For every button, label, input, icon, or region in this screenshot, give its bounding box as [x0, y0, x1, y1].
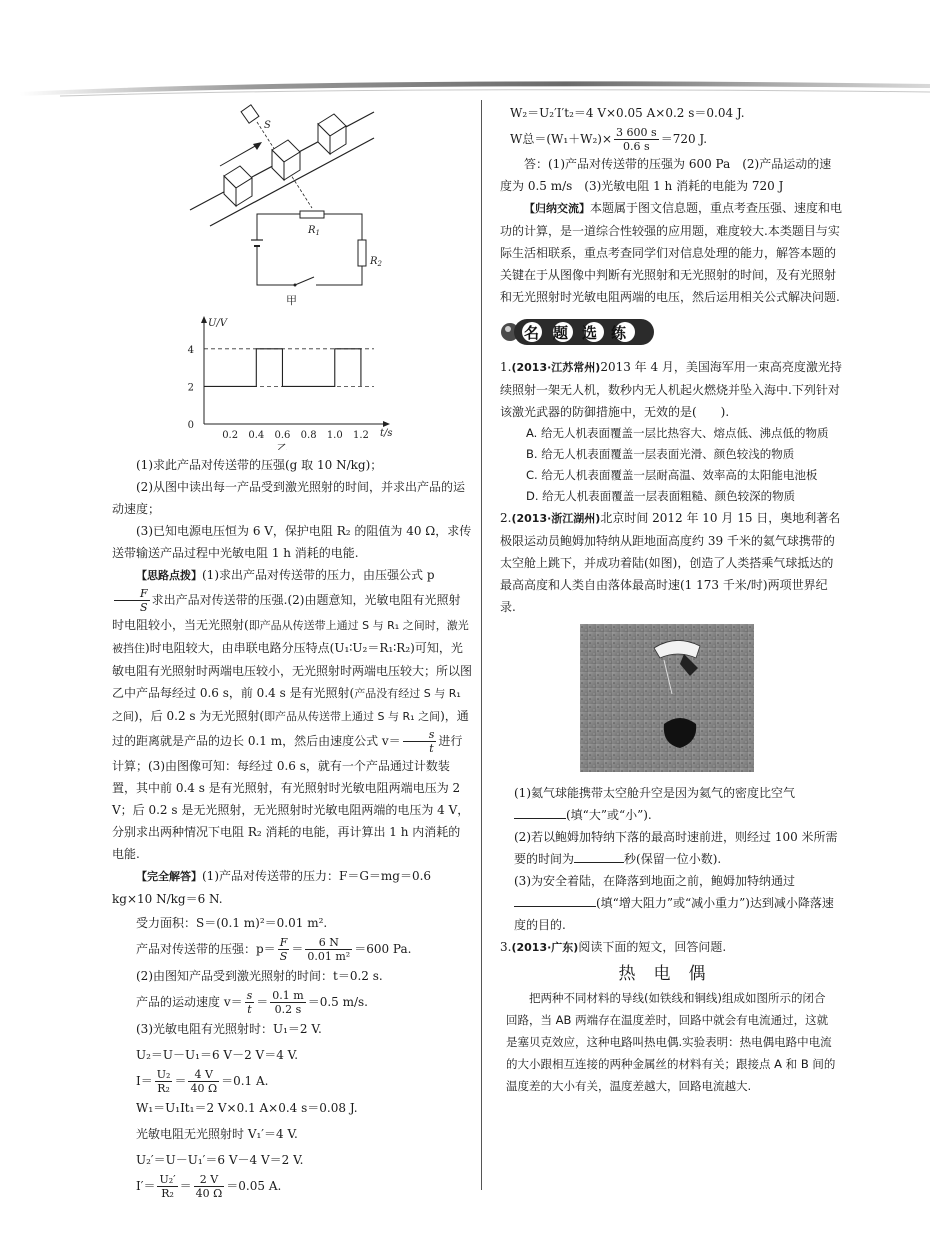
answer-blank[interactable]	[514, 906, 596, 907]
answer-line: I′＝ $\frac{\text{U₂′}}{\text{R₂}}$ ＝ $\frac{2 V}{40 \Omega}$ ＝0.05 A.	[136, 1173, 282, 1200]
answer-line: U₂′＝U－U₁′＝6 V－4 V＝2 V.	[136, 1153, 304, 1167]
left-column	[112, 100, 472, 1200]
answer-line: W₂＝U₂′I′t₂＝4 V×0.05 A×0.2 s＝0.04 J.	[510, 106, 745, 120]
product-cube	[224, 166, 252, 206]
question-1: (1)求此产品对传送带的压强(g 取 10 N/kg)；	[136, 458, 383, 472]
answer-line: W₁＝U₁It₁＝2 V×0.1 A×0.4 s＝0.08 J.	[136, 1101, 358, 1115]
y-tick-label: 4	[187, 344, 194, 356]
question-2: (2)从图中读出每一产品受到激光照射的时间，并求出产品的运动速度；	[112, 480, 466, 516]
x-tick-label: 1.2	[352, 430, 369, 441]
caption-jia: 甲	[286, 294, 297, 307]
answer-line: 受力面积：S＝(0.1 m)²＝0.01 m².	[136, 916, 328, 930]
header-swoosh	[0, 0, 950, 110]
laser-source-s	[241, 105, 259, 123]
answer-line: 产品对传送带的压强：p＝ $\frac{F}{S}$ ＝ $\frac{6 N}{\text{0.01 m²}}$ ＝600 Pa.	[136, 936, 412, 963]
x-tick-label: 0.2	[222, 430, 239, 441]
voltage-time-chart	[112, 312, 472, 450]
caption-yi: 乙	[276, 442, 288, 450]
question-2-part-2: (2)若以鲍姆加特纳下落的最高时速前进，则经过 100 米所需要的时间为 秒(保留一位小数).	[514, 830, 838, 866]
x-tick-label: 0.4	[248, 430, 265, 441]
product-cube	[272, 140, 300, 180]
question-2-part-1: (1)氦气球能携带太空舱升空是因为氦气的密度比空气 (填“大”或“小”).	[514, 786, 796, 822]
answer-line: U₂＝U－U₁＝6 V－2 V＝4 V.	[136, 1048, 299, 1062]
x-tick-label: 0.8	[300, 430, 317, 441]
label-s: S	[264, 120, 271, 131]
resistor-r2	[358, 240, 366, 266]
option-b: B. 给无人机表面覆盖一层表面光滑、颜色较浅的物质	[526, 447, 795, 461]
section-header	[500, 314, 842, 350]
answer-blank[interactable]	[514, 818, 566, 819]
y-tick-label: 0	[187, 420, 194, 431]
column-divider	[481, 100, 482, 1190]
x-tick-label: 0.6	[274, 430, 291, 441]
figure-conveyor-circuit	[112, 100, 472, 308]
summary-paragraph: 【归纳交流】本题属于图文信息题，重点考查压强、速度和电功的计算，是一道综合性较强的应用题，难度较大.本类题目与实际生活相联系，重点考查同学们对信息处理的能力，解答本题的关键在于从图像中判断有光照射和无光照射的时间，及有光照射和无光照射时光敏电阻两端的电压，然后运用相关公式解决问题.	[500, 201, 843, 304]
final-answer: 答：(1)产品对传送带的压强为 600 Pa (2)产品运动的速度为 0.5 m/s (3)光敏电阻 1 h 消耗的电能为 720 J	[500, 157, 832, 193]
switch	[295, 277, 314, 285]
mc-question-1: 1.(2013·江苏常州)2013 年 4 月，美国海军用一束高亮度激光持续照射一架无人机，数秒内无人机起火燃烧并坠入海中.下列针对该激光武器的防御措施中，无效的是( ).	[500, 360, 842, 419]
option-c: C. 给无人机表面覆盖一层耐高温、效率高的太阳能电池板	[526, 468, 818, 482]
answer-blank[interactable]	[574, 862, 624, 863]
question-2-stem: 2.(2013·浙江湖州)北京时间 2012 年 10 月 15 日，奥地利著名极限运动员鲍姆加特纳从距地面高度约 39 千米的氦气球携带的太空舱上跳下，并成功着陆(如图)，创造了人类搭乘气球抵达的最高高度和人类自由落体最高时速(1 173 千米/时)两项世界纪录.	[500, 511, 841, 614]
svg-text:R1: $R_1$	[308, 225, 320, 237]
option-d: D. 给无人机表面覆盖一层表面粗糙、颜色较深的物质	[526, 489, 796, 503]
svg-text:R2: $R_2$	[370, 256, 382, 268]
product-cube	[318, 114, 346, 154]
hint-paragraph: 【思路点拨】(1)求出产品对传送带的压力，由压强公式 p $\frac{F}{S}$ 求出产品对传送带的压强.(2)由题意知，光敏电阻有光照射时电阻较小，当无光照射(即产品从传送带上通过 S 与 R₁ 之间时，激光被挡住)时电阻较大，由串联电路分压特点(U₁∶U₂＝R₁∶R₂)可知，光敏电阻有光照射时两端电压较小，无光照射时两端电压较大；所以图乙中产品每经过 0.6 s，前 0.4 s 是有光照射(产品没有经过 S 与 R₁ 之间)，后 0.2 s 为无光照射(即产品从传送带上通过 S 与 R₁ 之间)，通过的距离就是产品的边长 0.1 m，然后由速度公式 v＝ $\frac{s}{t}$ 进行计算；(3)由图像可知：每经过 0.6 s，就有一个产品通过计数装置，其中前 0.4 s 是有光照射，有光照射时光敏电阻两端电压为 2 V；后 0.2 s 是无光照射，无光照射时光敏电阻两端的电压为 4 V，分别求出两种情况下电阻 R₂ 消耗的电能，再计算出 1 h 内消耗的电能.	[112, 568, 473, 861]
answer-line: 光敏电阻无光照射时 V₁′＝4 V.	[136, 1127, 298, 1141]
question-3-stem: 3.(2013·广东)阅读下面的短文，回答问题.	[500, 940, 727, 954]
question-2-part-3: (3)为安全着陆，在降落到地面之前，鲍姆加特纳通过(填“增大阻力”或“减小重力”)达到减小降落速度的目的.	[514, 874, 834, 932]
y-axis-label: U/V	[208, 318, 228, 329]
reading-title: 热电偶	[618, 964, 724, 984]
voltage-series-line	[204, 349, 361, 387]
right-column	[500, 100, 842, 1097]
answer-paragraph: 【完全解答】(1)产品对传送带的压力：F＝G＝mg＝0.6 kg×10 N/kg＝6 N.	[112, 869, 432, 906]
question-3: (3)已知电源电压恒为 6 V，保护电阻 R₂ 的阻值为 40 Ω，求传送带输送产品过程中光敏电阻 1 h 消耗的电能.	[112, 524, 472, 560]
x-axis-label: t/s	[380, 428, 393, 439]
x-tick-label: 1.0	[326, 430, 343, 441]
answer-line: (2)由图知产品受到激光照射的时间：t＝0.2 s.	[136, 969, 383, 983]
answer-line: W总＝(W₁＋W₂)× $\frac{3 600 s}{0.6 s}$ ＝720 J.	[510, 126, 708, 153]
answer-line: 产品的运动速度 v＝ $\frac{s}{t}$ ＝ $\frac{0.1 m}{0.2 s}$ ＝0.5 m/s.	[136, 989, 368, 1016]
section-title: 名题选练	[524, 324, 641, 342]
x-axis-arrow	[383, 421, 390, 427]
reading-body: 把两种不同材料的导线(如铁线和铜线)组成如图所示的闭合回路，当 AB 两端存在温度差时，回路中就会有电流通过，这就是塞贝克效应，这种电路叫热电偶.实验表明：热电偶电路中电流的大小跟相互连接的两种金属丝的材料有关；跟接点 A 和 B 间的温度差的大小有关，温度差越大，回路电流越大.	[506, 991, 836, 1093]
resistor-r1	[300, 211, 324, 218]
answer-line: (3)光敏电阻有光照射时：U₁＝2 V.	[136, 1022, 322, 1036]
parachute-photo	[580, 624, 754, 772]
option-a: A. 给无人机表面覆盖一层比热容大、熔点低、沸点低的物质	[526, 426, 829, 440]
answer-line: I＝ $\frac{\text{U₂}}{\text{R₂}}$ ＝ $\frac{4 V}{40 \Omega}$ ＝0.1 A.	[136, 1068, 269, 1095]
y-tick-label: 2	[187, 382, 194, 394]
y-axis-arrow	[201, 316, 207, 323]
